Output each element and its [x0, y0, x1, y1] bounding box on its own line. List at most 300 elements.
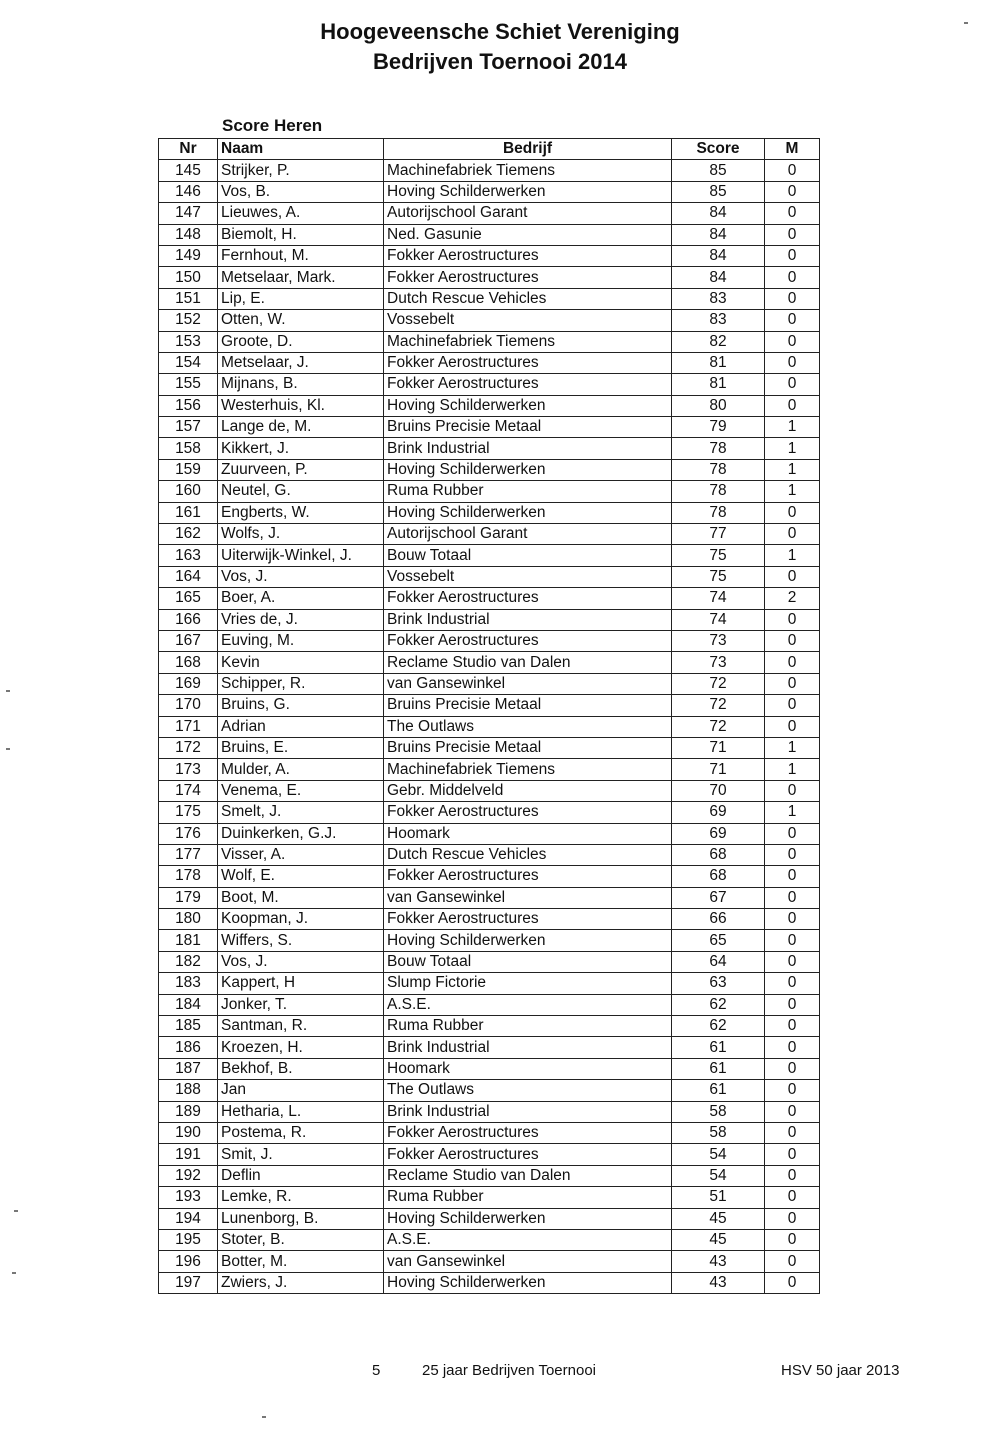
table-row: [159, 374, 820, 395]
cell-naam: Smit, J.: [218, 1144, 384, 1165]
cell-m: 0: [765, 973, 820, 994]
cell-naam: Vos, B.: [218, 181, 384, 202]
cell-score: 78: [672, 481, 765, 502]
cell-nr: 177: [159, 844, 218, 865]
cell-score: 63: [672, 973, 765, 994]
cell-m: 0: [765, 1165, 820, 1186]
cell-bedrijf: A.S.E.: [384, 994, 672, 1015]
cell-m: 0: [765, 1016, 820, 1037]
cell-score: 43: [672, 1251, 765, 1272]
table-row: [159, 545, 820, 566]
cell-bedrijf: Fokker Aerostructures: [384, 267, 672, 288]
cell-m: 0: [765, 160, 820, 181]
cell-bedrijf: The Outlaws: [384, 716, 672, 737]
table-row: [159, 1229, 820, 1250]
table-row: [159, 951, 820, 972]
cell-score: 62: [672, 994, 765, 1015]
cell-naam: Adrian: [218, 716, 384, 737]
table-row: [159, 1272, 820, 1293]
cell-nr: 191: [159, 1144, 218, 1165]
table-row: [159, 759, 820, 780]
cell-naam: Stoter, B.: [218, 1229, 384, 1250]
cell-score: 81: [672, 352, 765, 373]
cell-bedrijf: Fokker Aerostructures: [384, 909, 672, 930]
table-row: [159, 481, 820, 502]
cell-naam: Lemke, R.: [218, 1187, 384, 1208]
cell-nr: 187: [159, 1058, 218, 1079]
cell-naam: Santman, R.: [218, 1016, 384, 1037]
cell-m: 0: [765, 652, 820, 673]
footer-center-text: 25 jaar Bedrijven Toernooi: [422, 1362, 597, 1379]
cell-naam: Metselaar, J.: [218, 352, 384, 373]
cell-m: 0: [765, 695, 820, 716]
cell-nr: 163: [159, 545, 218, 566]
cell-naam: Engberts, W.: [218, 502, 384, 523]
table-row: [159, 780, 820, 801]
cell-naam: Metselaar, Mark.: [218, 267, 384, 288]
table-row: [159, 245, 820, 266]
cell-m: 1: [765, 481, 820, 502]
table-row: [159, 267, 820, 288]
cell-bedrijf: Fokker Aerostructures: [384, 352, 672, 373]
column-header-bedrijf: Bedrijf: [384, 139, 672, 160]
cell-m: 0: [765, 609, 820, 630]
cell-score: 61: [672, 1080, 765, 1101]
table-row: [159, 695, 820, 716]
cell-m: 0: [765, 630, 820, 651]
cell-m: 0: [765, 224, 820, 245]
cell-bedrijf: Bouw Totaal: [384, 545, 672, 566]
cell-m: 1: [765, 438, 820, 459]
cell-naam: Neutel, G.: [218, 481, 384, 502]
scan-speck: [262, 1416, 266, 1418]
table-row: [159, 716, 820, 737]
table-row: [159, 1037, 820, 1058]
cell-m: 0: [765, 1122, 820, 1143]
cell-naam: Uiterwijk-Winkel, J.: [218, 545, 384, 566]
cell-nr: 196: [159, 1251, 218, 1272]
cell-m: 0: [765, 331, 820, 352]
cell-naam: Postema, R.: [218, 1122, 384, 1143]
cell-naam: Bekhof, B.: [218, 1058, 384, 1079]
cell-m: 0: [765, 823, 820, 844]
cell-naam: Fernhout, M.: [218, 245, 384, 266]
cell-score: 85: [672, 160, 765, 181]
cell-naam: Vos, J.: [218, 566, 384, 587]
cell-naam: Vries de, J.: [218, 609, 384, 630]
cell-bedrijf: Fokker Aerostructures: [384, 866, 672, 887]
cell-score: 43: [672, 1272, 765, 1293]
cell-score: 73: [672, 630, 765, 651]
cell-bedrijf: Machinefabriek Tiemens: [384, 331, 672, 352]
cell-m: 0: [765, 1144, 820, 1165]
cell-bedrijf: Autorijschool Garant: [384, 524, 672, 545]
cell-m: 0: [765, 310, 820, 331]
cell-bedrijf: Reclame Studio van Dalen: [384, 652, 672, 673]
cell-bedrijf: Hoving Schilderwerken: [384, 930, 672, 951]
cell-naam: Zuurveen, P.: [218, 459, 384, 480]
cell-score: 80: [672, 395, 765, 416]
cell-bedrijf: Dutch Rescue Vehicles: [384, 288, 672, 309]
table-row: [159, 1101, 820, 1122]
table-row: [159, 288, 820, 309]
cell-score: 62: [672, 1016, 765, 1037]
cell-score: 72: [672, 695, 765, 716]
table-row: [159, 609, 820, 630]
table-body: [159, 160, 820, 1294]
cell-nr: 170: [159, 695, 218, 716]
cell-nr: 157: [159, 417, 218, 438]
table-row: [159, 224, 820, 245]
cell-score: 83: [672, 288, 765, 309]
cell-score: 71: [672, 759, 765, 780]
cell-score: 70: [672, 780, 765, 801]
cell-bedrijf: Bruins Precisie Metaal: [384, 737, 672, 758]
table-row: [159, 994, 820, 1015]
cell-score: 64: [672, 951, 765, 972]
cell-naam: Zwiers, J.: [218, 1272, 384, 1293]
table-row: [159, 737, 820, 758]
cell-nr: 186: [159, 1037, 218, 1058]
cell-nr: 190: [159, 1122, 218, 1143]
cell-score: 51: [672, 1187, 765, 1208]
cell-m: 0: [765, 1229, 820, 1250]
cell-score: 72: [672, 673, 765, 694]
cell-score: 84: [672, 245, 765, 266]
cell-naam: Jan: [218, 1080, 384, 1101]
cell-score: 85: [672, 181, 765, 202]
cell-naam: Boot, M.: [218, 887, 384, 908]
table-row: [159, 588, 820, 609]
cell-nr: 158: [159, 438, 218, 459]
section-title: Score Heren: [222, 116, 323, 135]
cell-m: 0: [765, 288, 820, 309]
cell-score: 78: [672, 502, 765, 523]
table-row: [159, 887, 820, 908]
cell-bedrijf: Hoving Schilderwerken: [384, 1272, 672, 1293]
cell-bedrijf: Fokker Aerostructures: [384, 374, 672, 395]
cell-naam: Lunenborg, B.: [218, 1208, 384, 1229]
cell-naam: Bruins, E.: [218, 737, 384, 758]
cell-nr: 150: [159, 267, 218, 288]
table-row: [159, 823, 820, 844]
table-row: [159, 930, 820, 951]
cell-naam: Wolfs, J.: [218, 524, 384, 545]
cell-nr: 175: [159, 802, 218, 823]
cell-naam: Kevin: [218, 652, 384, 673]
cell-bedrijf: Vossebelt: [384, 566, 672, 587]
cell-m: 0: [765, 1037, 820, 1058]
cell-bedrijf: Fokker Aerostructures: [384, 1122, 672, 1143]
cell-bedrijf: Brink Industrial: [384, 438, 672, 459]
cell-nr: 164: [159, 566, 218, 587]
cell-naam: Smelt, J.: [218, 802, 384, 823]
cell-naam: Westerhuis, Kl.: [218, 395, 384, 416]
table-header: [159, 139, 820, 160]
cell-bedrijf: Hoomark: [384, 1058, 672, 1079]
cell-nr: 166: [159, 609, 218, 630]
cell-nr: 182: [159, 951, 218, 972]
cell-naam: Vos, J.: [218, 951, 384, 972]
cell-naam: Lieuwes, A.: [218, 203, 384, 224]
cell-naam: Wiffers, S.: [218, 930, 384, 951]
table-row: [159, 395, 820, 416]
cell-bedrijf: van Gansewinkel: [384, 673, 672, 694]
table-row: [159, 310, 820, 331]
cell-nr: 159: [159, 459, 218, 480]
cell-naam: Lange de, M.: [218, 417, 384, 438]
cell-m: 0: [765, 951, 820, 972]
table-row: [159, 331, 820, 352]
cell-score: 72: [672, 716, 765, 737]
cell-nr: 172: [159, 737, 218, 758]
footer-right-text: HSV 50 jaar 2013: [781, 1362, 900, 1379]
cell-nr: 188: [159, 1080, 218, 1101]
cell-nr: 152: [159, 310, 218, 331]
table-row: [159, 909, 820, 930]
cell-bedrijf: Hoving Schilderwerken: [384, 181, 672, 202]
cell-bedrijf: Ruma Rubber: [384, 481, 672, 502]
cell-nr: 181: [159, 930, 218, 951]
cell-score: 84: [672, 224, 765, 245]
cell-m: 0: [765, 887, 820, 908]
scan-speck: [14, 1210, 18, 1212]
table-row: [159, 1208, 820, 1229]
cell-nr: 169: [159, 673, 218, 694]
cell-m: 0: [765, 374, 820, 395]
cell-bedrijf: Hoving Schilderwerken: [384, 459, 672, 480]
cell-m: 1: [765, 545, 820, 566]
cell-m: 1: [765, 759, 820, 780]
cell-score: 68: [672, 866, 765, 887]
table-row: [159, 673, 820, 694]
cell-score: 71: [672, 737, 765, 758]
cell-naam: Venema, E.: [218, 780, 384, 801]
column-header-naam: Naam: [218, 139, 384, 160]
cell-nr: 180: [159, 909, 218, 930]
cell-m: 0: [765, 1101, 820, 1122]
cell-score: 82: [672, 331, 765, 352]
cell-naam: Otten, W.: [218, 310, 384, 331]
cell-bedrijf: A.S.E.: [384, 1229, 672, 1250]
cell-bedrijf: van Gansewinkel: [384, 1251, 672, 1272]
cell-nr: 155: [159, 374, 218, 395]
cell-score: 74: [672, 588, 765, 609]
table-row: [159, 1058, 820, 1079]
scan-speck: [964, 22, 968, 24]
cell-naam: Schipper, R.: [218, 673, 384, 694]
cell-bedrijf: Ned. Gasunie: [384, 224, 672, 245]
cell-nr: 174: [159, 780, 218, 801]
cell-score: 54: [672, 1165, 765, 1186]
cell-score: 77: [672, 524, 765, 545]
table-row: [159, 1144, 820, 1165]
cell-bedrijf: Fokker Aerostructures: [384, 245, 672, 266]
table-row: [159, 866, 820, 887]
cell-naam: Jonker, T.: [218, 994, 384, 1015]
cell-bedrijf: Machinefabriek Tiemens: [384, 160, 672, 181]
table-row: [159, 1080, 820, 1101]
cell-naam: Wolf, E.: [218, 866, 384, 887]
scan-speck: [6, 748, 10, 750]
cell-bedrijf: Hoving Schilderwerken: [384, 1208, 672, 1229]
cell-bedrijf: Hoomark: [384, 823, 672, 844]
cell-bedrijf: van Gansewinkel: [384, 887, 672, 908]
cell-bedrijf: Slump Fictorie: [384, 973, 672, 994]
column-header-m: M: [765, 139, 820, 160]
cell-score: 68: [672, 844, 765, 865]
cell-nr: 146: [159, 181, 218, 202]
table-row: [159, 844, 820, 865]
cell-m: 0: [765, 352, 820, 373]
cell-naam: Euving, M.: [218, 630, 384, 651]
table-row: [159, 1165, 820, 1186]
cell-score: 75: [672, 566, 765, 587]
cell-nr: 171: [159, 716, 218, 737]
cell-naam: Hetharia, L.: [218, 1101, 384, 1122]
cell-bedrijf: Ruma Rubber: [384, 1016, 672, 1037]
cell-m: 0: [765, 844, 820, 865]
cell-bedrijf: Fokker Aerostructures: [384, 630, 672, 651]
cell-score: 73: [672, 652, 765, 673]
cell-bedrijf: Bruins Precisie Metaal: [384, 417, 672, 438]
cell-score: 67: [672, 887, 765, 908]
cell-score: 58: [672, 1122, 765, 1143]
cell-m: 1: [765, 737, 820, 758]
cell-nr: 176: [159, 823, 218, 844]
cell-score: 81: [672, 374, 765, 395]
cell-m: 2: [765, 588, 820, 609]
column-header-score: Score: [672, 139, 765, 160]
cell-bedrijf: Hoving Schilderwerken: [384, 395, 672, 416]
table-row: [159, 438, 820, 459]
cell-score: 61: [672, 1058, 765, 1079]
table-row: [159, 973, 820, 994]
table-row: [159, 160, 820, 181]
table-row: [159, 181, 820, 202]
cell-m: 0: [765, 673, 820, 694]
cell-score: 66: [672, 909, 765, 930]
cell-score: 54: [672, 1144, 765, 1165]
cell-nr: 195: [159, 1229, 218, 1250]
table-row: [159, 1122, 820, 1143]
cell-m: 0: [765, 524, 820, 545]
cell-score: 79: [672, 417, 765, 438]
table-row: [159, 459, 820, 480]
page-number: 5: [372, 1362, 381, 1379]
table-row: [159, 652, 820, 673]
cell-m: 0: [765, 930, 820, 951]
cell-naam: Mijnans, B.: [218, 374, 384, 395]
cell-m: 0: [765, 1080, 820, 1101]
cell-nr: 183: [159, 973, 218, 994]
table-row: [159, 802, 820, 823]
cell-m: 0: [765, 267, 820, 288]
cell-naam: Deflin: [218, 1165, 384, 1186]
cell-bedrijf: Bruins Precisie Metaal: [384, 695, 672, 716]
cell-naam: Lip, E.: [218, 288, 384, 309]
cell-naam: Duinkerken, G.J.: [218, 823, 384, 844]
cell-nr: 179: [159, 887, 218, 908]
table-row: [159, 524, 820, 545]
cell-bedrijf: Brink Industrial: [384, 1101, 672, 1122]
header-row: [159, 139, 820, 160]
cell-m: 0: [765, 1251, 820, 1272]
table-row: [159, 502, 820, 523]
cell-score: 69: [672, 802, 765, 823]
cell-naam: Botter, M.: [218, 1251, 384, 1272]
cell-nr: 145: [159, 160, 218, 181]
cell-score: 45: [672, 1229, 765, 1250]
cell-nr: 162: [159, 524, 218, 545]
table-row: [159, 417, 820, 438]
cell-nr: 156: [159, 395, 218, 416]
cell-bedrijf: Gebr. Middelveld: [384, 780, 672, 801]
cell-naam: Koopman, J.: [218, 909, 384, 930]
cell-bedrijf: Brink Industrial: [384, 609, 672, 630]
cell-m: 0: [765, 1058, 820, 1079]
document-subtitle: Bedrijven Toernooi 2014: [373, 49, 627, 74]
cell-bedrijf: Dutch Rescue Vehicles: [384, 844, 672, 865]
cell-m: 0: [765, 1272, 820, 1293]
cell-bedrijf: Autorijschool Garant: [384, 203, 672, 224]
cell-nr: 161: [159, 502, 218, 523]
cell-score: 61: [672, 1037, 765, 1058]
column-header-nr: Nr: [159, 139, 218, 160]
scan-speck: [6, 690, 10, 692]
cell-m: 0: [765, 181, 820, 202]
cell-naam: Biemolt, H.: [218, 224, 384, 245]
cell-m: 0: [765, 866, 820, 887]
cell-bedrijf: Ruma Rubber: [384, 1187, 672, 1208]
cell-bedrijf: The Outlaws: [384, 1080, 672, 1101]
cell-naam: Visser, A.: [218, 844, 384, 865]
cell-score: 74: [672, 609, 765, 630]
cell-nr: 192: [159, 1165, 218, 1186]
cell-naam: Bruins, G.: [218, 695, 384, 716]
cell-nr: 154: [159, 352, 218, 373]
cell-bedrijf: Vossebelt: [384, 310, 672, 331]
cell-m: 0: [765, 909, 820, 930]
cell-score: 78: [672, 438, 765, 459]
cell-bedrijf: Fokker Aerostructures: [384, 1144, 672, 1165]
cell-nr: 173: [159, 759, 218, 780]
cell-naam: Mulder, A.: [218, 759, 384, 780]
cell-nr: 160: [159, 481, 218, 502]
cell-nr: 153: [159, 331, 218, 352]
cell-m: 0: [765, 245, 820, 266]
scan-speck: [12, 1272, 16, 1274]
cell-score: 83: [672, 310, 765, 331]
cell-nr: 151: [159, 288, 218, 309]
cell-nr: 197: [159, 1272, 218, 1293]
cell-nr: 165: [159, 588, 218, 609]
table-row: [159, 1187, 820, 1208]
table-row: [159, 1251, 820, 1272]
cell-nr: 149: [159, 245, 218, 266]
cell-nr: 147: [159, 203, 218, 224]
cell-naam: Boer, A.: [218, 588, 384, 609]
cell-m: 0: [765, 1208, 820, 1229]
cell-bedrijf: Brink Industrial: [384, 1037, 672, 1058]
cell-m: 0: [765, 566, 820, 587]
cell-naam: Groote, D.: [218, 331, 384, 352]
cell-nr: 194: [159, 1208, 218, 1229]
cell-naam: Kikkert, J.: [218, 438, 384, 459]
cell-score: 75: [672, 545, 765, 566]
cell-nr: 168: [159, 652, 218, 673]
cell-score: 58: [672, 1101, 765, 1122]
